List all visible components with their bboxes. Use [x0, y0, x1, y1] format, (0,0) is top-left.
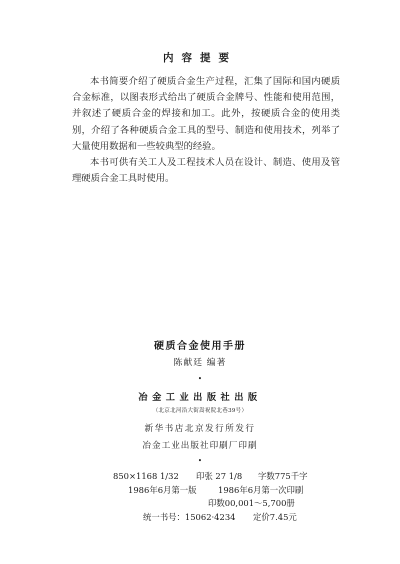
specs-row-print-run [113, 497, 353, 511]
price: 定价7.45元 [253, 511, 297, 522]
summary-title: 内容提要 [163, 52, 237, 64]
distributor-line: 新华书店北京发行所发行 [144, 424, 256, 434]
summary-paragraph: 本书简要介绍了硬质合金生产过程，汇集了国际和国内硬质合金标准，以图表形式给出了硬质合金牌号、性能和使用范围，并叙述了硬质合金的焊接和加工。此外，按硬质合金的使用类别，介绍了各种硬质合金工具的型号、制造和使用技术，列举了大量使用数据和一些较典型的经验。 [72, 76, 340, 152]
publication-specs [113, 470, 353, 524]
publisher-address: （北京北河沿大街嵩祝院北巷39号） [152, 408, 248, 414]
book-title: 硬质合金使用手册 [154, 341, 246, 352]
summary-paragraph: 本书可供有关工人及工程技术人员在设计、制造、使用及管理硬质合金工具时使用。 [72, 157, 340, 185]
printer-line: 冶金工业出版社印刷厂印刷 [142, 441, 258, 451]
author-line: 陈献廷 编著 [173, 358, 227, 368]
unified-book-number: 统一书号：15062·4234 [143, 511, 236, 522]
publisher-line: 冶金工业出版社出版 [138, 392, 262, 403]
printed-sheets: 印张 27 1/8 [196, 471, 243, 481]
print-run: 印数00,001～5,700册 [208, 498, 295, 509]
separator-dot: • [197, 375, 203, 383]
separator-dot: • [197, 457, 203, 465]
word-count: 字数775千字 [258, 471, 308, 481]
colophon [0, 333, 400, 465]
summary-body [72, 74, 340, 187]
specs-row-number-price [113, 511, 353, 525]
specs-row-format [113, 470, 353, 484]
specs-row-edition [113, 484, 353, 498]
first-printing: 1986年6月第一次印刷 [218, 484, 304, 495]
first-edition: 1986年6月第一版 [128, 484, 197, 495]
book-format: 850×1168 1/32 [113, 471, 179, 481]
